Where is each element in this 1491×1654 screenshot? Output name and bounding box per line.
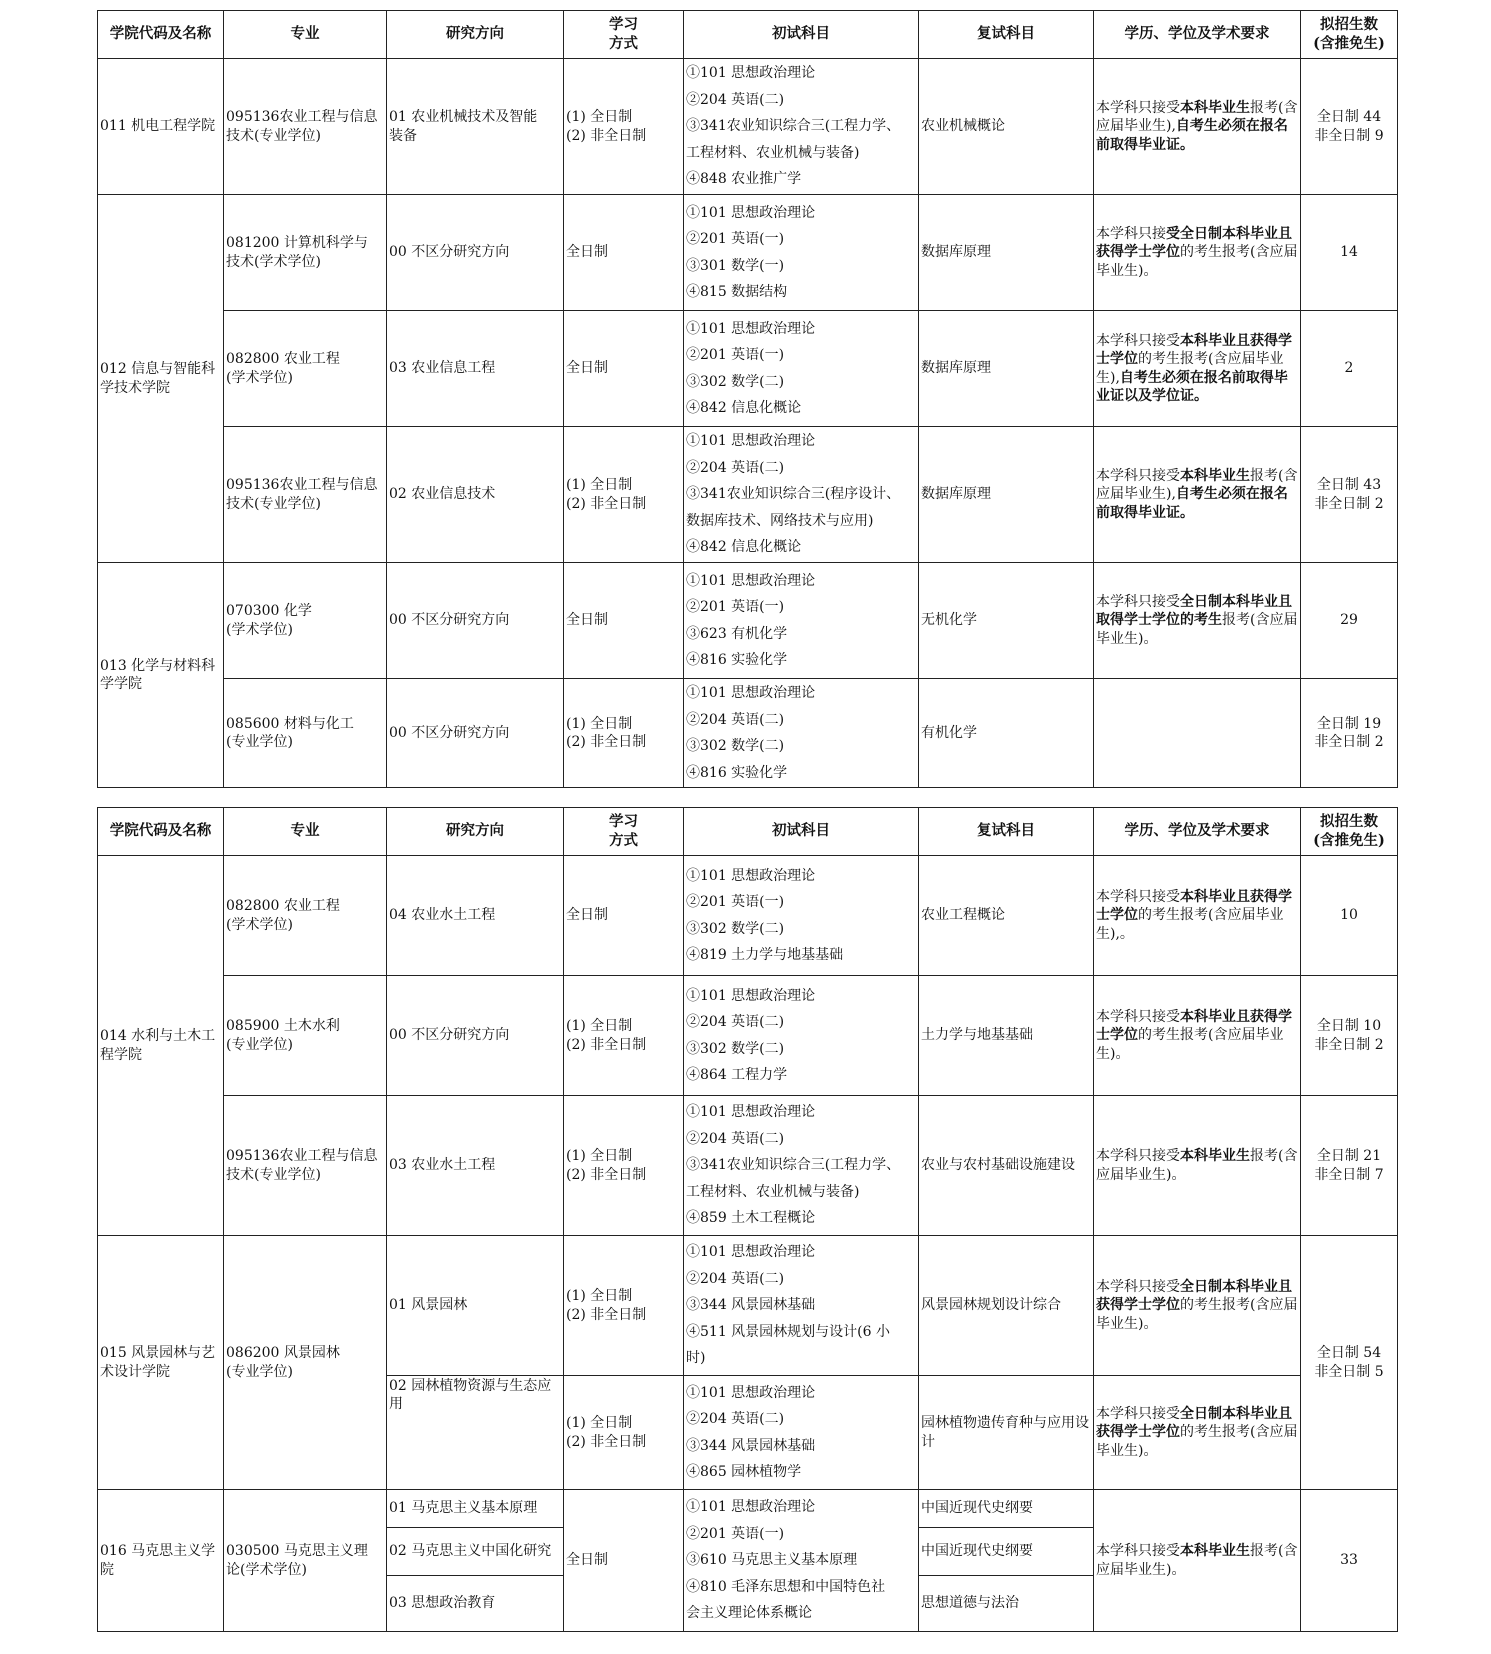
table-row (98, 679, 1398, 788)
mode-cell: (1) 全日制 (2) 非全日制 (564, 59, 684, 195)
table-row (98, 1096, 1398, 1236)
quota-cell: 全日制 44 非全日制 9 (1301, 59, 1398, 195)
mode-cell: (1) 全日制 (2) 非全日制 (564, 976, 684, 1096)
mode-cell: 全日制 (564, 563, 684, 679)
college-cell: 014 水利与土木工程学院 (98, 856, 224, 1236)
exam-subjects-cell: ①101 思想政治理论 ②204 英语(二) ③341农业知识综合三(工程力学、 工程材料、农业机械与装备) ④859 土木工程概论 (684, 1096, 919, 1236)
table-row (98, 427, 1398, 563)
direction-cell: 04 农业水土工程 (387, 856, 564, 976)
exam-subjects-cell: ①101 思想政治理论 ②201 英语(一) ③623 有机化学 ④816 实验化学 (684, 563, 919, 679)
direction-cell: 02 农业信息技术 (387, 427, 564, 563)
quota-cell: 全日制 43 非全日制 2 (1301, 427, 1398, 563)
requirement-cell: 本学科只接受本科毕业且获得学士学位的考生报考(含应届毕业生)。 (1094, 976, 1301, 1096)
retest-cell: 数据库原理 (919, 195, 1094, 311)
retest-cell: 土力学与地基基础 (919, 976, 1094, 1096)
direction-cell: 00 不区分研究方向 (387, 563, 564, 679)
requirement-cell: 本学科只接受本科毕业生报考(含应届毕业生),自考生必须在报名前取得毕业证。 (1094, 59, 1301, 195)
exam-subjects-cell: ①101 思想政治理论 ②204 英语(二) ③302 数学(二) ④816 实验化学 (684, 679, 919, 788)
retest-cell: 农业与农村基础设施建设 (919, 1096, 1094, 1236)
admission-table-2 (97, 807, 1398, 1632)
exam-subjects-cell: ①101 思想政治理论 ②201 英语(一) ③610 马克思主义基本原理 ④810 毛泽东思想和中国特色社 会主义理论体系概论 (684, 1490, 919, 1632)
direction-cell: 01 风景园林 (387, 1236, 564, 1376)
quota-cell: 14 (1301, 195, 1398, 311)
direction-cell: 01 农业机械技术及智能 装备 (387, 59, 564, 195)
retest-cell: 中国近现代史纲要 (919, 1528, 1094, 1576)
admission-table-1 (97, 10, 1398, 788)
mode-cell: 全日制 (564, 195, 684, 311)
exam-subjects-cell: ①101 思想政治理论 ②201 英语(一) ③301 数学(一) ④815 数据结构 (684, 195, 919, 311)
direction-cell: 03 思想政治教育 (387, 1576, 564, 1632)
header-retest: 复试科目 (919, 11, 1094, 59)
direction-cell: 03 农业信息工程 (387, 311, 564, 427)
table-row (98, 856, 1398, 976)
requirement-cell: 本学科只接受全日制本科毕业且获得学士学位的考生报考(含应届毕业生)。 (1094, 1236, 1301, 1376)
table-row (98, 976, 1398, 1096)
requirement-cell: 本学科只接受本科毕业且获得学士学位的考生报考(含应届毕业生),。 (1094, 856, 1301, 976)
mode-cell: (1) 全日制 (2) 非全日制 (564, 1096, 684, 1236)
requirement-cell: 本学科只接受本科毕业且获得学士学位的考生报考(含应届毕业生),自考生必须在报名前取得毕业证以及学位证。 (1094, 311, 1301, 427)
requirement-cell (1094, 679, 1301, 788)
retest-cell: 思想道德与法治 (919, 1576, 1094, 1632)
exam-subjects-cell: ①101 思想政治理论 ②204 英语(二) ③344 风景园林基础 ④511 风景园林规划与设计(6 小 时) (684, 1236, 919, 1376)
exam-subjects-cell: ①101 思想政治理论 ②201 英语(一) ③302 数学(二) ④842 信息化概论 (684, 311, 919, 427)
mode-cell: 全日制 (564, 1490, 684, 1632)
direction-cell: 02 马克思主义中国化研究 (387, 1528, 564, 1576)
college-cell: 011 机电工程学院 (98, 59, 224, 195)
major-cell: 082800 农业工程 (学术学位) (224, 856, 387, 976)
requirement-cell: 本学科只接受全日制本科毕业且获得学士学位的考生报考(含应届毕业生)。 (1094, 1376, 1301, 1490)
header-quota: 拟招生数 (含推免生) (1301, 808, 1398, 856)
major-cell: 030500 马克思主义理 论(学术学位) (224, 1490, 387, 1632)
college-cell: 015 风景园林与艺术设计学院 (98, 1236, 224, 1490)
quota-cell: 全日制 21 非全日制 7 (1301, 1096, 1398, 1236)
mode-cell: 全日制 (564, 856, 684, 976)
exam-subjects-cell: ①101 思想政治理论 ②204 英语(二) ③341农业知识综合三(程序设计、 数据库技术、网络技术与应用) ④842 信息化概论 (684, 427, 919, 563)
header-mode: 学习 方式 (564, 808, 684, 856)
header-requirement: 学历、学位及学术要求 (1094, 11, 1301, 59)
header-college: 学院代码及名称 (98, 11, 224, 59)
direction-cell: 03 农业水土工程 (387, 1096, 564, 1236)
table-row (98, 1236, 1398, 1376)
retest-cell: 农业工程概论 (919, 856, 1094, 976)
header-college: 学院代码及名称 (98, 808, 224, 856)
retest-cell: 园林植物遗传育种与应用设计 (919, 1376, 1094, 1490)
requirement-cell: 本学科只接受全日制本科毕业且取得学士学位的考生报考(含应届毕业生)。 (1094, 563, 1301, 679)
major-cell: 086200 风景园林 (专业学位) (224, 1236, 387, 1490)
major-cell: 085900 土木水利 (专业学位) (224, 976, 387, 1096)
major-cell: 082800 农业工程 (学术学位) (224, 311, 387, 427)
header-requirement: 学历、学位及学术要求 (1094, 808, 1301, 856)
direction-cell: 02 园林植物资源与生态应用 (387, 1376, 564, 1490)
quota-cell: 全日制 10 非全日制 2 (1301, 976, 1398, 1096)
quota-cell: 29 (1301, 563, 1398, 679)
major-cell: 095136农业工程与信息 技术(专业学位) (224, 1096, 387, 1236)
table-row (98, 59, 1398, 195)
major-cell: 085600 材料与化工 (专业学位) (224, 679, 387, 788)
header-retest: 复试科目 (919, 808, 1094, 856)
retest-cell: 中国近现代史纲要 (919, 1490, 1094, 1528)
header-exam: 初试科目 (684, 808, 919, 856)
header-quota: 拟招生数 (含推免生) (1301, 11, 1398, 59)
header-mode: 学习 方式 (564, 11, 684, 59)
exam-subjects-cell: ①101 思想政治理论 ②204 英语(二) ③341农业知识综合三(工程力学、 工程材料、农业机械与装备) ④848 农业推广学 (684, 59, 919, 195)
mode-cell: (1) 全日制 (2) 非全日制 (564, 1236, 684, 1376)
college-cell: 012 信息与智能科学技术学院 (98, 195, 224, 563)
table-header-row (98, 808, 1398, 856)
major-cell: 095136农业工程与信息 技术(专业学位) (224, 59, 387, 195)
quota-cell: 10 (1301, 856, 1398, 976)
exam-subjects-cell: ①101 思想政治理论 ②204 英语(二) ③344 风景园林基础 ④865 园林植物学 (684, 1376, 919, 1490)
college-cell: 013 化学与材料科学学院 (98, 563, 224, 788)
major-cell: 081200 计算机科学与 技术(学术学位) (224, 195, 387, 311)
exam-subjects-cell: ①101 思想政治理论 ②201 英语(一) ③302 数学(二) ④819 土力学与地基基础 (684, 856, 919, 976)
table-row (98, 1490, 1398, 1528)
retest-cell: 风景园林规划设计综合 (919, 1236, 1094, 1376)
major-cell: 070300 化学 (学术学位) (224, 563, 387, 679)
college-cell: 016 马克思主义学院 (98, 1490, 224, 1632)
mode-cell: 全日制 (564, 311, 684, 427)
quota-cell: 全日制 19 非全日制 2 (1301, 679, 1398, 788)
table-row (98, 563, 1398, 679)
direction-cell: 00 不区分研究方向 (387, 679, 564, 788)
mode-cell: (1) 全日制 (2) 非全日制 (564, 427, 684, 563)
mode-cell: (1) 全日制 (2) 非全日制 (564, 679, 684, 788)
requirement-cell: 本学科只接受本科毕业生报考(含应届毕业生)。 (1094, 1490, 1301, 1632)
retest-cell: 数据库原理 (919, 311, 1094, 427)
direction-cell: 00 不区分研究方向 (387, 976, 564, 1096)
requirement-cell: 本学科只接受本科毕业生报考(含应届毕业生)。 (1094, 1096, 1301, 1236)
header-major: 专业 (224, 11, 387, 59)
retest-cell: 有机化学 (919, 679, 1094, 788)
header-major: 专业 (224, 808, 387, 856)
header-direction: 研究方向 (387, 11, 564, 59)
quota-cell: 全日制 54 非全日制 5 (1301, 1236, 1398, 1490)
table-header-row (98, 11, 1398, 59)
exam-subjects-cell: ①101 思想政治理论 ②204 英语(二) ③302 数学(二) ④864 工程力学 (684, 976, 919, 1096)
quota-cell: 33 (1301, 1490, 1398, 1632)
direction-cell: 01 马克思主义基本原理 (387, 1490, 564, 1528)
requirement-cell: 本学科只接受本科毕业生报考(含应届毕业生),自考生必须在报名前取得毕业证。 (1094, 427, 1301, 563)
quota-cell: 2 (1301, 311, 1398, 427)
header-direction: 研究方向 (387, 808, 564, 856)
retest-cell: 无机化学 (919, 563, 1094, 679)
requirement-cell: 本学科只接受全日制本科毕业且获得学士学位的考生报考(含应届毕业生)。 (1094, 195, 1301, 311)
header-exam: 初试科目 (684, 11, 919, 59)
major-cell: 095136农业工程与信息 技术(专业学位) (224, 427, 387, 563)
retest-cell: 农业机械概论 (919, 59, 1094, 195)
direction-cell: 00 不区分研究方向 (387, 195, 564, 311)
mode-cell: (1) 全日制 (2) 非全日制 (564, 1376, 684, 1490)
table-row (98, 311, 1398, 427)
table-row (98, 195, 1398, 311)
retest-cell: 数据库原理 (919, 427, 1094, 563)
